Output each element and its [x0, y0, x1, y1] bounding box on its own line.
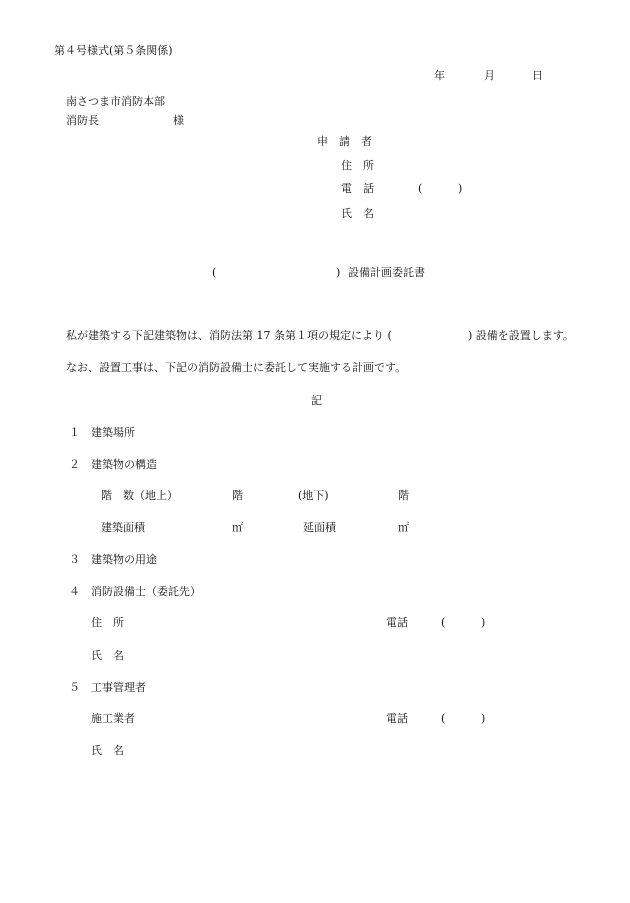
- manager-phone-paren-close: ): [481, 712, 486, 725]
- form-number: 第４号様式(第５条関係): [54, 44, 173, 57]
- body-paragraph-1-tail: ) 設備を設置します。: [468, 329, 574, 342]
- recipient-title: 消防長: [66, 114, 99, 127]
- item-label-building-use: 建築物の用途: [91, 553, 157, 566]
- contractor-phone-label: 電話: [386, 616, 408, 629]
- contractor-name-label: 氏 名: [91, 649, 124, 662]
- floors-below-unit: 階: [398, 489, 409, 502]
- item-number: ３: [69, 553, 80, 566]
- applicant-address-label: 住 所: [341, 159, 374, 172]
- total-floor-area-label: 延面積: [303, 521, 336, 534]
- recipient-honorific: 様: [173, 114, 184, 127]
- date-year-label: 年: [434, 69, 445, 82]
- building-area-unit: ㎡: [232, 521, 243, 534]
- document-title: 設備計画委託書: [348, 266, 425, 279]
- manager-name-label: 氏 名: [91, 744, 124, 757]
- item-label-fire-equipment-engineer: 消防設備士（委託先）: [91, 585, 201, 598]
- manager-company-label: 施工業者: [91, 712, 135, 725]
- applicant-name-label: 氏 名: [341, 207, 374, 220]
- building-area-label: 建築面積: [101, 521, 145, 534]
- applicant-phone-paren-open: (: [418, 182, 423, 195]
- contractor-phone-paren-close: ): [481, 616, 486, 629]
- item-label-building-site: 建築場所: [91, 426, 135, 439]
- floors-below-label: (地下): [298, 489, 329, 502]
- manager-phone-label: 電話: [386, 712, 408, 725]
- title-paren-open: (: [212, 266, 217, 279]
- body-paragraph-2: なお、設置工事は、下記の消防設備士に委託して実施する計画です。: [66, 361, 407, 374]
- item-label-building-structure: 建築物の構造: [91, 458, 157, 471]
- item-label-construction-manager: 工事管理者: [91, 681, 146, 694]
- record-heading: 記: [311, 394, 322, 407]
- total-floor-area-unit: ㎡: [398, 521, 409, 534]
- item-number: ４: [69, 585, 80, 598]
- date-month-label: 月: [484, 69, 495, 82]
- applicant-phone-paren-close: ): [458, 182, 463, 195]
- item-number: ２: [69, 458, 80, 471]
- floors-above-unit: 階: [232, 489, 243, 502]
- date-day-label: 日: [532, 69, 543, 82]
- title-paren-close: ): [336, 266, 341, 279]
- item-number: １: [69, 426, 80, 439]
- contractor-phone-paren-open: (: [441, 616, 446, 629]
- item-number: ５: [69, 681, 80, 694]
- recipient-organization: 南さつま市消防本部: [66, 95, 165, 108]
- applicant-phone-label: 電 話: [341, 182, 374, 195]
- body-paragraph-1: 私が建築する下記建築物は、消防法第 17 条第１項の規定により (: [66, 329, 392, 342]
- floors-above-label: 階 数（地上）: [101, 489, 178, 502]
- contractor-address-label: 住 所: [91, 616, 124, 629]
- applicant-heading: 申 請 者: [317, 135, 372, 148]
- manager-phone-paren-open: (: [441, 712, 446, 725]
